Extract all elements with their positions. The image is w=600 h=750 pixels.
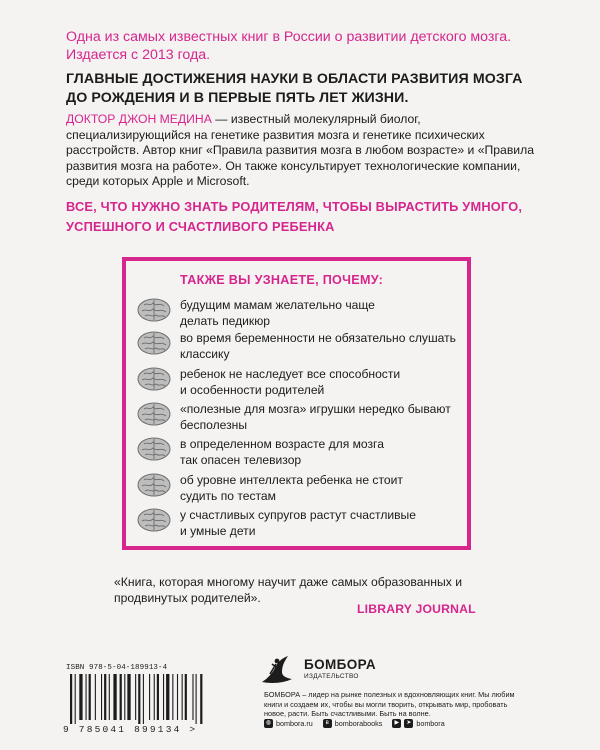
- contact-website[interactable]: [264, 719, 313, 728]
- list-item: [136, 330, 466, 362]
- list-item-line: классику: [180, 347, 230, 361]
- list-item-text: [180, 401, 470, 433]
- telegram-icon: ➤: [406, 720, 412, 726]
- contact-label: bombora: [416, 719, 445, 728]
- author-bio-text: — известный молекулярный биолог, специализирующийся на генетике развития мозга и генетике психических расстройств. Автор книг «Правила развития мозга в любом возрасте» и «Правила развития мозга на работе». Он также консультирует технологические компании, среди которых Apple и Microsoft.: [66, 112, 535, 188]
- review-quote: «Книга, которая многому научит даже самых образованных и продвинутых родителей».: [114, 575, 463, 605]
- publisher-name: БОМБОРА: [304, 657, 377, 672]
- list-item-line: ребенок не наследует все способности: [180, 367, 401, 381]
- slogan: ВСЕ, ЧТО НУЖНО ЗНАТЬ РОДИТЕЛЯМ, ЧТОБЫ ВЫРАСТИТЬ УМНОГО, УСПЕШНОГО И СЧАСТЛИВОГО РЕБЕНКА: [66, 199, 523, 234]
- list-item: [136, 472, 466, 504]
- barcode-icon: [66, 674, 246, 724]
- author-name: ДОКТОР ДЖОН МЕДИНА: [66, 112, 212, 126]
- list-item-text: [180, 472, 470, 504]
- list-item: [136, 366, 466, 398]
- list-item-line: судить по тестам: [180, 489, 276, 503]
- bombora-logo-icon: [258, 652, 298, 686]
- contact-label: bombora.ru: [276, 719, 313, 728]
- list-item-line: бесполезны: [180, 418, 248, 432]
- brain-icon: [136, 472, 172, 498]
- isbn-label: ISBN 978-5-04-189913-4: [66, 664, 168, 672]
- list-item: [136, 297, 466, 329]
- list-item-text: [180, 436, 470, 468]
- brain-icon: [136, 366, 172, 392]
- publisher-description: БОМБОРА – лидер на рынке полезных и вдохновляющих книг. Мы любим книги и создаем их, чтобы вы могли творить, открывать мир, пробовать новое, расти. Быть счастливыми. Быть на волне.: [264, 690, 515, 719]
- list-item-line: и умные дети: [180, 524, 256, 538]
- youtube-icon: ▶: [392, 719, 401, 728]
- brain-icon: [136, 297, 172, 323]
- publisher-contacts: [264, 719, 445, 728]
- list-item-line: и особенности родителей: [180, 383, 325, 397]
- list-item-line: об уровне интеллекта ребенка не стоит: [180, 473, 403, 487]
- list-item-line: у счастливых супругов растут счастливые: [180, 508, 416, 522]
- list-item-text: [180, 330, 470, 362]
- list-item-line: так опасен телевизор: [180, 453, 302, 467]
- list-item-line: в определенном возрасте для мозга: [180, 437, 384, 451]
- highlights-title: ТАКЖЕ ВЫ УЗНАЕТЕ, ПОЧЕМУ:: [180, 273, 384, 287]
- barcode-digits: 9 785041 899134 >: [63, 724, 198, 735]
- intro-text: Одна из самых известных книг в России о развитии детского мозга. Издается с 2013 года.: [66, 29, 512, 63]
- publisher-subtitle: ИЗДАТЕЛЬСТВО: [304, 673, 359, 680]
- brain-icon: [136, 330, 172, 356]
- list-item-line: делать педикюр: [180, 314, 271, 328]
- contact-label: bomborabooks: [334, 719, 383, 728]
- list-item: [136, 507, 466, 539]
- brain-icon: [136, 436, 172, 462]
- author-bio: [66, 112, 546, 190]
- list-item-text: [180, 507, 470, 539]
- vk-icon: в: [323, 719, 332, 728]
- review-source: LIBRARY JOURNAL: [357, 602, 476, 616]
- list-item-line: «полезные для мозга» игрушки нередко бывают: [180, 402, 451, 416]
- brain-icon: [136, 401, 172, 427]
- list-item: [136, 436, 466, 468]
- list-item-line: во время беременности не обязательно слушать: [180, 331, 456, 345]
- list-item-text: [180, 366, 470, 398]
- list-item-text: [180, 297, 470, 329]
- contact-vk[interactable]: [323, 719, 383, 728]
- headline: ГЛАВНЫЕ ДОСТИЖЕНИЯ НАУКИ В ОБЛАСТИ РАЗВИТИЯ МОЗГА ДО РОЖДЕНИЯ И В ПЕРВЫЕ ПЯТЬ ЛЕТ ЖИЗНИ.: [66, 71, 523, 106]
- list-item-line: будущим мамам желательно чаще: [180, 298, 375, 312]
- globe-icon: ◍: [265, 720, 272, 726]
- list-item: [136, 401, 466, 433]
- brain-icon: [136, 507, 172, 533]
- contact-social[interactable]: [392, 719, 444, 728]
